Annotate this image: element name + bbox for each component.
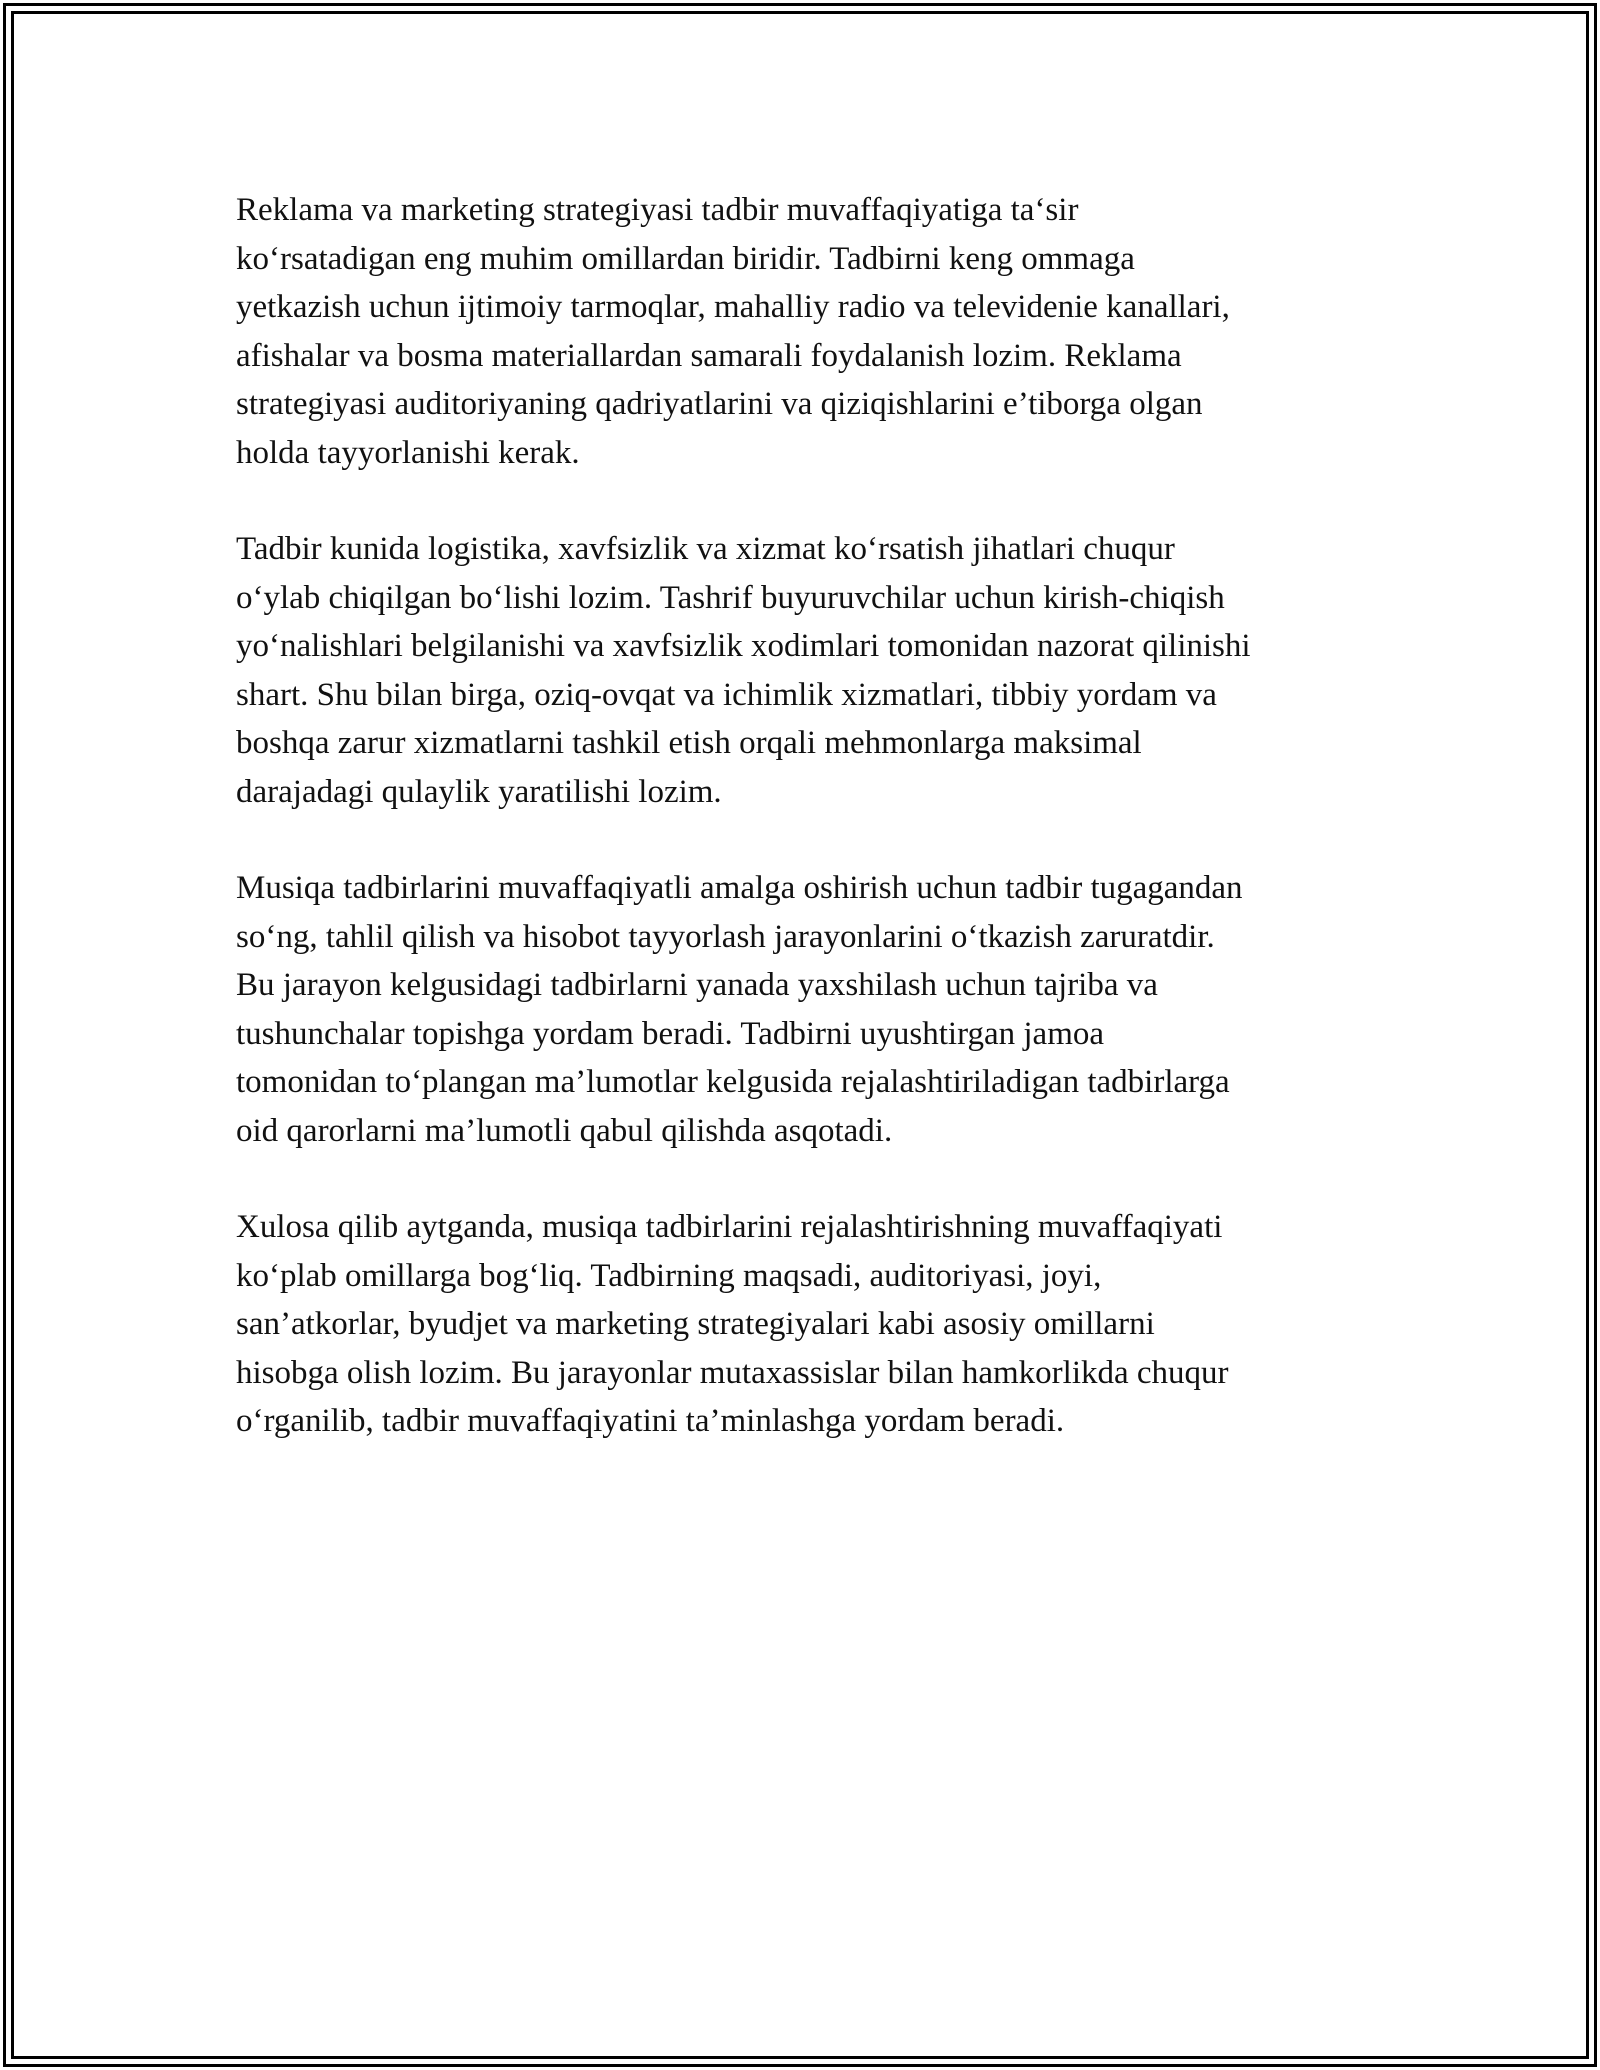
paragraph-conclusion: Xulosa qilib aytganda, musiqa tadbirlarini rejalashtirishning muvaffaqiyati ko‘plab omillarga bog‘liq. Tadbirning maqsadi, auditoriyasi, joyi, san’atkorlar, byudjet va marketing strategiyalari kabi asosiy omillarni hisobga olish lozim. Bu jarayonlar mutaxassislar bilan hamkorlikda chuqur o‘rganilib, tadbir muvaffaqiyatini ta’minlashga yordam beradi. xyxy=(236,1209,1229,1439)
paragraph-event-day-logistics: Tadbir kunida logistika, xavfsizlik va xizmat ko‘rsatish jihatlari chuqur o‘ylab chiqilgan bo‘lishi lozim. Tashrif buyuruvchilar uchun kirish-chiqish yo‘nalishlari belgilanishi va xavfsizlik xodimlari tomonidan nazorat qilinishi shart. Shu bilan birga, oziq-ovqat va ichimlik xizmatlari, tibbiy yordam va boshqa zarur xizmatlarni tashkil etish orqali mehmonlarga maksimal darajadagi qulaylik yaratilishi lozim. xyxy=(236,531,1251,810)
document-body xyxy=(236,186,1376,1494)
paragraph-advertising-strategy: Reklama va marketing strategiyasi tadbir muvaffaqiyatiga ta‘sir ko‘rsatadigan eng muhim omillardan biridir. Tadbirni keng ommaga yetkazish uchun ijtimoiy tarmoqlar, mahalliy radio va televidenie kanallari, afishalar va bosma materiallardan samarali foydalanish lozim. Reklama strategiyasi auditoriyaning qadriyatlarini va qiziqishlarini e’tiborga olgan holda tayyorlanishi kerak. xyxy=(236,192,1230,471)
paragraph-post-event-analysis: Musiqa tadbirlarini muvaffaqiyatli amalga oshirish uchun tadbir tugagandan so‘ng, tahlil qilish va hisobot tayyorlash jarayonlarini o‘tkazish zaruratdir. Bu jarayon kelgusidagi tadbirlarni yanada yaxshilash uchun tajriba va tushunchalar topishga yordam beradi. Tadbirni uyushtirgan jamoa tomonidan to‘plangan ma’lumotlar kelgusida rejalashtiriladigan tadbirlarga oid qarorlarni ma’lumotli qabul qilishda asqotadi. xyxy=(236,870,1243,1149)
